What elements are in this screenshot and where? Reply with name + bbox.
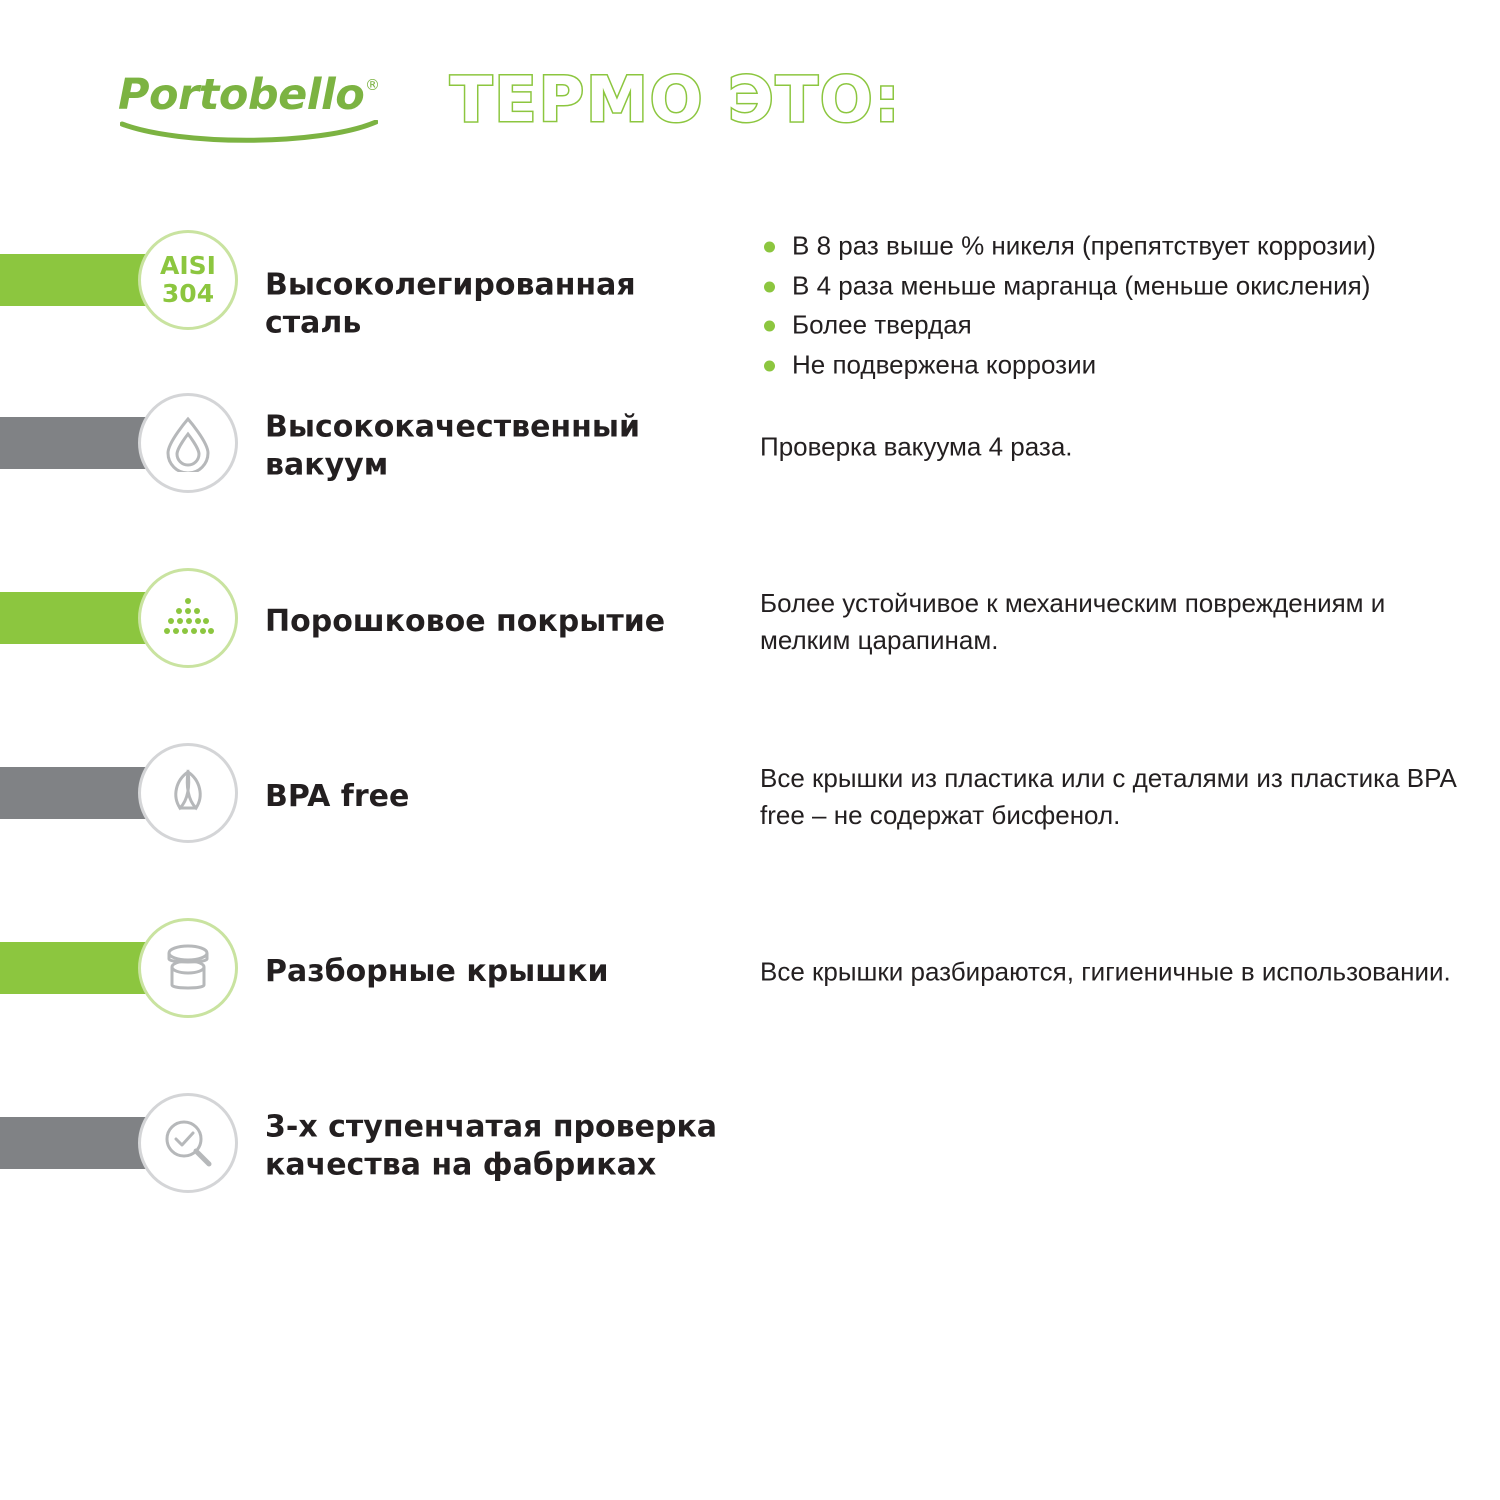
feature-description: Все крышки разбираются, гигиеничные в использовании.	[760, 956, 1451, 987]
leaf-icon	[138, 743, 238, 843]
list-item: В 4 раза меньше марганца (меньше окисления)	[760, 269, 1480, 302]
feature-title: Порошковое покрытие	[265, 603, 666, 639]
feature-title: BPA free	[265, 778, 410, 814]
logo-swoosh-icon	[120, 120, 378, 146]
feature-description: Более устойчивое к механическим повреждениям и мелким царапинам.	[760, 588, 1386, 655]
feature-title: 3-х ступенчатая проверка качества на фабриках	[265, 1109, 718, 1183]
feature-row	[0, 555, 1500, 730]
feature-list	[0, 230, 1500, 1255]
brand-logo	[118, 62, 408, 162]
page-header	[0, 52, 1500, 162]
feature-description: Все крышки из пластика или с деталями из пластика BPA free – не содержат бисфенол.	[760, 763, 1456, 830]
lid-icon	[138, 918, 238, 1018]
feature-row	[0, 380, 1500, 555]
powder-dots-icon	[138, 568, 238, 668]
feature-row	[0, 230, 1500, 380]
list-item: В 8 раз выше % никеля (препятствует коррозии)	[760, 230, 1480, 263]
feature-row	[0, 730, 1500, 905]
aisi-304-badge-icon	[138, 230, 238, 330]
feature-row	[0, 1080, 1500, 1255]
feature-description: Проверка вакуума 4 раза.	[760, 431, 1073, 462]
registered-mark: ®	[365, 76, 380, 94]
list-item: Не подвержена коррозии	[760, 348, 1480, 381]
magnifier-check-icon	[138, 1093, 238, 1193]
feature-title: Высококачественный вакуум	[265, 409, 641, 483]
page-title: ТЕРМО ЭТО:	[450, 63, 902, 136]
aisi-badge-line1: AISI	[160, 251, 216, 280]
water-drop-icon	[138, 393, 238, 493]
benefit-bullet-list	[760, 230, 1480, 381]
aisi-badge-line2: 304	[161, 279, 215, 308]
brand-name: Portobello	[118, 70, 365, 120]
list-item: Более твердая	[760, 309, 1480, 342]
feature-title: Высоколегированная сталь	[265, 267, 636, 341]
feature-row	[0, 905, 1500, 1080]
feature-description	[760, 230, 1480, 381]
feature-title: Разборные крышки	[265, 953, 609, 989]
